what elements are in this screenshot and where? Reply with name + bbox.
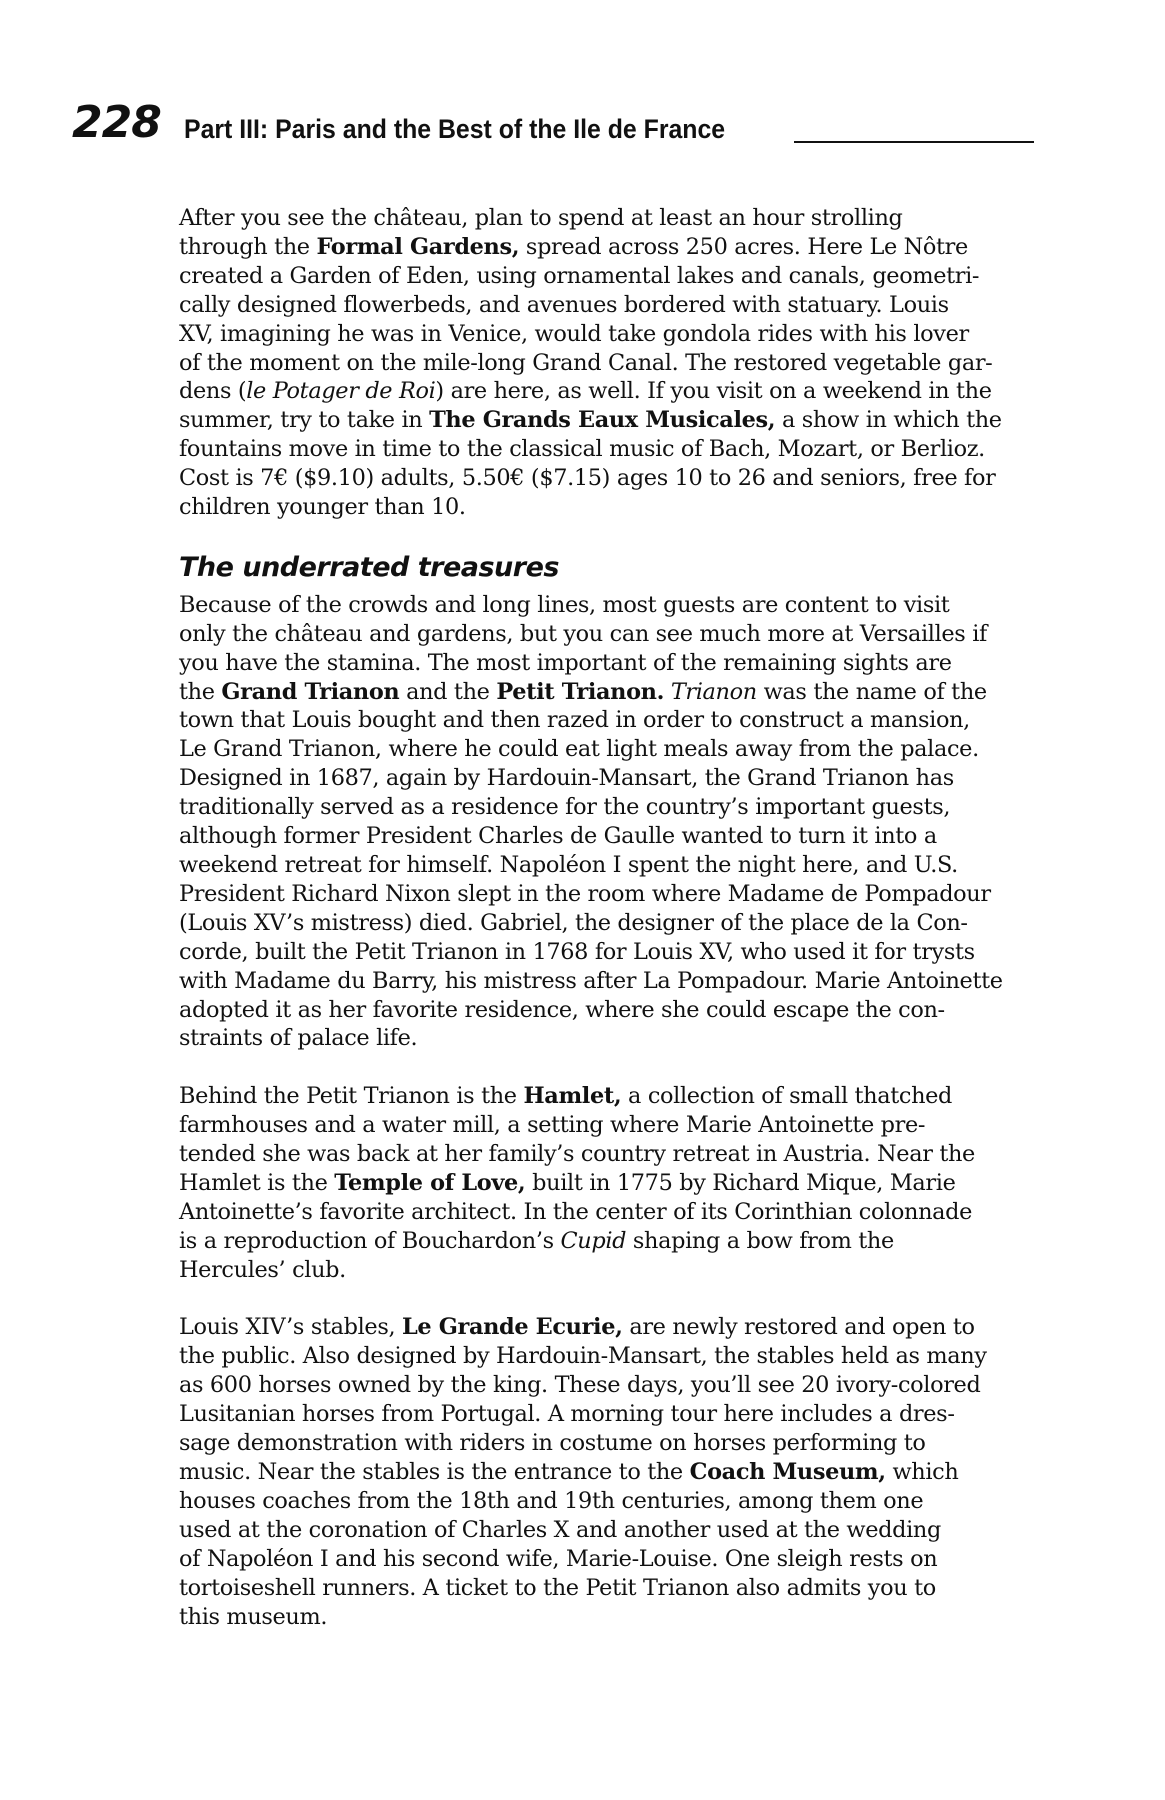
text-run: ) are here, as well. If you visit on a weekend in the summer, try to take in xyxy=(179,378,992,434)
italic-term: le Potager de Roi xyxy=(246,378,436,405)
bold-term: Hamlet, xyxy=(523,1083,622,1110)
text-run: Louis XIV’s stables, xyxy=(179,1314,402,1341)
section-heading: The underrated treasures xyxy=(179,551,559,583)
page-header xyxy=(72,98,1040,158)
bold-term: Temple of Love, xyxy=(334,1169,526,1196)
header-rule xyxy=(794,141,1034,143)
text-run: spread across 250 acres. Here Le Nôtre created a Garden of Eden, using ornamental lakes and canals, geometri- cally designed flowerbeds, and avenues bordered with statuary. Louis XV, imagining he was in Venice, would take gondola rides with his lover of the moment on the mile-long Grand Canal. The restored vegetable gar- dens ( xyxy=(179,233,993,405)
text-run: After you see the château, plan to spend at least an hour strolling through the xyxy=(179,205,903,260)
text-run xyxy=(664,679,671,705)
text-run: Behind the Petit Trianon is the xyxy=(179,1083,524,1110)
paragraph-stables xyxy=(179,1313,1059,1631)
italic-term: Cupid xyxy=(560,1227,627,1254)
running-head: Part III: Paris and the Best of the Ile de France xyxy=(184,114,726,144)
bold-term: Le Grande Ecurie, xyxy=(402,1314,623,1341)
text-run: Because of the crowds and long lines, most guests are content to visit only the château and gardens, but you can see much more at Versailles if you have the stamina. The most important of the remaining sights are the xyxy=(179,591,987,705)
bold-term: Coach Museum, xyxy=(689,1459,886,1486)
text-run: which houses coaches from the 18th and 19th centuries, among them one used at the coronation of Charles X and another used at the wedding of Napoléon I and his second wife, Marie-Louise. One sleigh rests on tortoiseshell runners. A ticket to the Petit Trianon also admits you to this museum. xyxy=(179,1459,959,1630)
text-run: and the xyxy=(399,678,497,705)
text-run: a show in which the fountains move in time to the classical music of Bach, Mozart, or Berlioz. Cost is 7€ ($9.10) adults, 5.50€ ($7.15) ages 10 to 26 and seniors, free for children younger than 10. xyxy=(179,407,1002,521)
italic-term: Trianon xyxy=(670,678,757,705)
bold-term: The Grands Eaux Musicales, xyxy=(429,407,776,434)
page-number: 228 xyxy=(72,97,161,148)
paragraph-formal-gardens xyxy=(179,204,1059,522)
page-body xyxy=(179,204,1059,1660)
paragraph-trianons xyxy=(179,591,1059,1054)
bold-term: Grand Trianon xyxy=(221,678,400,705)
text-run: built in 1775 by Richard Mique, Marie Antoinette’s favorite architect. In the center of its Corinthian colonnade is a reproduction of Bouchardon’s xyxy=(179,1169,973,1254)
text-run: was the name of the town that Louis bought and then razed in order to construct a mansion, Le Grand Trianon, where he could eat light meals away from the palace. Designed in 1687, again by Hardouin-Mansart, the Grand Trianon has traditionally served as a residence for the country’s important guests, although former President Charles de Gaulle wanted to turn it into a weekend retreat for himself. Napoléon I spent the night here, and U.S. President Richard Nixon slept in the room where Madame de Pompadour (Louis XV’s mistress) died. Gabriel, the designer of the place de la Con- corde, built the Petit Trianon in 1768 for Louis XV, who used it for trysts with Madame du Barry, his mistress after La Pompadour. Marie Antoinette adopted it as her favorite residence, where she could escape the con- straints of palace life. xyxy=(179,678,1003,1052)
bold-term: Petit Trianon. xyxy=(496,678,665,705)
paragraph-hamlet xyxy=(179,1082,1059,1284)
text-run: are newly restored and open to the public. Also designed by Hardouin-Mansart, the stables held as many as 600 horses owned by the king. These days, you’ll see 20 ivory-colored Lusitanian horses from Portugal. A morning tour here includes a dres- sage demonstration with riders in costume on horses performing to music. Near the stables is the entrance to the xyxy=(179,1314,987,1486)
text-run: shaping a bow from the Hercules’ club. xyxy=(179,1227,894,1283)
text-run: a collection of small thatched farmhouses and a water mill, a setting where Marie Antoinette pre- tended she was back at her family’s country retreat in Austria. Near the Hamlet is the xyxy=(179,1083,975,1196)
bold-term: Formal Gardens, xyxy=(316,233,520,260)
